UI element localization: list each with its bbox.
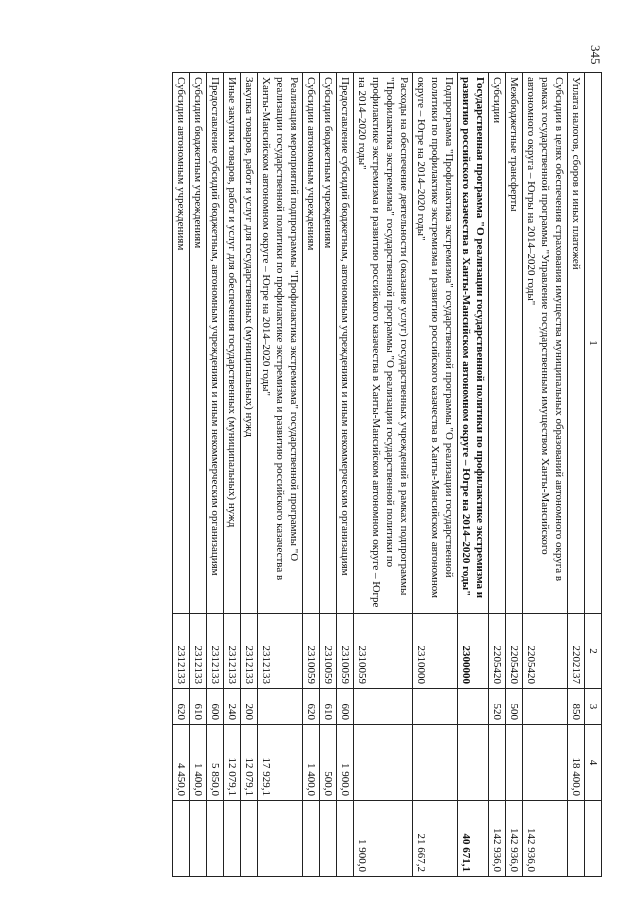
table-row (258, 73, 303, 877)
table-row (173, 73, 190, 877)
table-row (241, 73, 258, 877)
row-name-cell: Межбюджетные трансферты (506, 73, 523, 614)
row-code-cell: 2310000 (413, 614, 458, 689)
row-total-cell: 142 936,0 (489, 801, 506, 877)
row-total-cell (258, 801, 303, 877)
row-code-cell: 2205420 (506, 614, 523, 689)
row-code-cell: 2310059 (337, 614, 354, 689)
row-sum-cell (523, 725, 568, 801)
table-row (506, 73, 523, 877)
table-row (568, 73, 585, 877)
table-header-row (585, 73, 602, 877)
table-row (354, 73, 413, 877)
row-total-cell: 142 936,0 (523, 801, 568, 877)
table-row (190, 73, 207, 877)
row-type-cell: 610 (190, 689, 207, 725)
row-type-cell: 200 (241, 689, 258, 725)
rotated-table-container (82, 72, 602, 876)
row-name-cell: Расходы на обеспечение деятельности (оказание услуг) государственных учреждений в рамках подпрограммы "Профилактика экстремизма" государственной программы "О реализации государственной политики по профилактике экстремизма и развитию российского казачества в Ханты-Мансийском автономном округе – Югре на 2014–2020 годы" (354, 73, 413, 614)
row-name-cell: Субсидии автономным учреждениям (303, 73, 320, 614)
row-sum-cell: 12 079,1 (241, 725, 258, 801)
table-row (413, 73, 458, 877)
row-sum-cell: 4 450,0 (173, 725, 190, 801)
row-code-cell: 2312133 (190, 614, 207, 689)
table-row (458, 73, 489, 877)
row-code-cell: 2205420 (489, 614, 506, 689)
row-sum-cell: 500,0 (320, 725, 337, 801)
row-code-cell: 2310059 (303, 614, 320, 689)
row-code-cell: 2205420 (523, 614, 568, 689)
row-type-cell: 240 (224, 689, 241, 725)
row-type-cell (413, 689, 458, 725)
row-sum-cell: 17 929,1 (258, 725, 303, 801)
row-total-cell: 21 667,2 (413, 801, 458, 877)
row-name-cell: Иные закупки товаров, работ и услуг для обеспечения государственных (муниципальных) нужд (224, 73, 241, 614)
row-code-cell: 2310059 (320, 614, 337, 689)
row-name-cell: Реализация мероприятий подпрограммы "Профилактика экстремизма" государственной программы "О реализации государственной политики по профилактике экстремизма и развитию российского казачества в Ханты-Мансийском автономном округе – Югре на 2014–2020 годы" (258, 73, 303, 614)
row-name-cell: Закупка товаров, работ и услуг для государственных (муниципальных) нужд (241, 73, 258, 614)
row-type-cell: 610 (320, 689, 337, 725)
row-total-cell: 1 900,0 (354, 801, 413, 877)
header-col-4: 4 (585, 725, 602, 801)
row-sum-cell (489, 725, 506, 801)
page-number: 345 (588, 45, 603, 65)
row-total-cell (337, 801, 354, 877)
row-type-cell: 850 (568, 689, 585, 725)
row-total-cell (568, 801, 585, 877)
row-type-cell: 600 (207, 689, 224, 725)
row-sum-cell (413, 725, 458, 801)
budget-table (172, 72, 602, 877)
row-name-cell: Субсидии в целях обеспечения страхования имущества муниципальных образований автономного округа в рамках государственной программы "Управление государственным имуществом Ханты-Мансийского автономного округа – Югры на 2014–2020 годы" (523, 73, 568, 614)
table-row (224, 73, 241, 877)
row-sum-cell (506, 725, 523, 801)
row-code-cell: 2312133 (241, 614, 258, 689)
row-type-cell: 620 (173, 689, 190, 725)
row-name-cell: Государственная программа "О реализации государственной политики по профилактике экстремизма и развитию российского казачества в Ханты-Мансийском автономном округе – Югре на 2014–2020 годы" (458, 73, 489, 614)
row-total-cell (173, 801, 190, 877)
row-code-cell: 2312133 (207, 614, 224, 689)
row-name-cell: Субсидии (489, 73, 506, 614)
row-type-cell: 520 (489, 689, 506, 725)
row-sum-cell: 1 400,0 (303, 725, 320, 801)
row-type-cell: 500 (506, 689, 523, 725)
row-name-cell: Уплата налогов, сборов и иных платежей (568, 73, 585, 614)
header-col-5 (585, 801, 602, 877)
row-total-cell (190, 801, 207, 877)
row-type-cell (258, 689, 303, 725)
table-row (207, 73, 224, 877)
row-code-cell: 2300000 (458, 614, 489, 689)
row-sum-cell (458, 725, 489, 801)
table-row (303, 73, 320, 877)
row-total-cell (303, 801, 320, 877)
row-sum-cell: 5 850,0 (207, 725, 224, 801)
row-name-cell: Предоставление субсидий бюджетным, автономным учреждениям и иным некоммерческим организациям (337, 73, 354, 614)
row-total-cell: 40 671,1 (458, 801, 489, 877)
row-type-cell (523, 689, 568, 725)
row-total-cell (241, 801, 258, 877)
table-row (523, 73, 568, 877)
row-total-cell (320, 801, 337, 877)
row-type-cell: 620 (303, 689, 320, 725)
row-sum-cell (354, 725, 413, 801)
header-col-1: 1 (585, 73, 602, 614)
row-code-cell: 2310059 (354, 614, 413, 689)
row-sum-cell: 12 079,1 (224, 725, 241, 801)
header-col-2: 2 (585, 614, 602, 689)
row-sum-cell: 18 400,0 (568, 725, 585, 801)
table-row (320, 73, 337, 877)
row-name-cell: Предоставление субсидий бюджетным, автономным учреждениям и иным некоммерческим организациям (207, 73, 224, 614)
row-sum-cell: 1 900,0 (337, 725, 354, 801)
row-name-cell: Субсидии автономным учреждениям (173, 73, 190, 614)
row-name-cell: Субсидии бюджетным учреждениям (190, 73, 207, 614)
row-sum-cell: 1 400,0 (190, 725, 207, 801)
row-total-cell (224, 801, 241, 877)
row-total-cell (207, 801, 224, 877)
table-row (489, 73, 506, 877)
row-name-cell: Субсидии бюджетным учреждениям (320, 73, 337, 614)
table-row (337, 73, 354, 877)
row-code-cell: 2202137 (568, 614, 585, 689)
row-code-cell: 2312133 (258, 614, 303, 689)
table-body (173, 73, 585, 877)
row-code-cell: 2312133 (173, 614, 190, 689)
row-name-cell: Подпрограмма "Профилактика экстремизма" государственной программы "О реализации государственной политики по профилактике экстремизма и развитию российского казачества в Ханты-Мансийском автономном округе – Югре на 2014–2020 годы" (413, 73, 458, 614)
row-type-cell (458, 689, 489, 725)
row-total-cell: 142 936,0 (506, 801, 523, 877)
row-type-cell (354, 689, 413, 725)
row-code-cell: 2312133 (224, 614, 241, 689)
row-type-cell: 600 (337, 689, 354, 725)
header-col-3: 3 (585, 689, 602, 725)
